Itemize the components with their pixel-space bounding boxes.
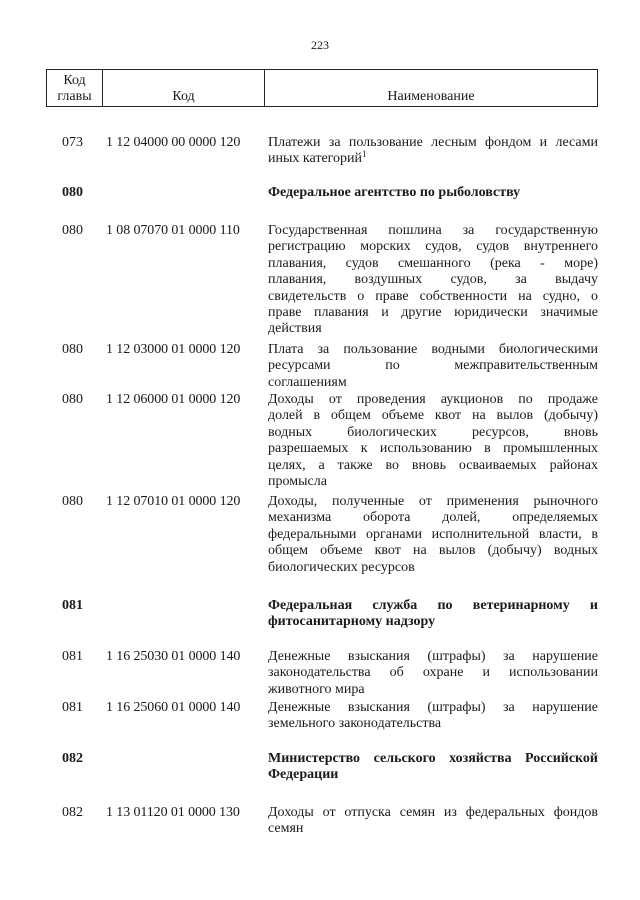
table-header [46, 69, 598, 107]
name-line: Платежи за пользование лесным фондом и лесами [268, 135, 598, 150]
name-line: Денежные взыскания (штрафы) за нарушение [268, 700, 598, 715]
name-cell [268, 598, 598, 631]
name-cell [268, 649, 598, 698]
name-line: иных категорий$^1$ [268, 149, 367, 167]
name-line: механизма оборота долей, определяемых [268, 510, 598, 526]
name-line: Плата за пользование водными биологическими [268, 342, 598, 357]
name-cell [268, 751, 598, 784]
name-line: законодательства об охране и использовании [268, 665, 598, 681]
name-line: праве плавания и другие юридически значимые [268, 305, 598, 321]
name-line: Доходы от проведения аукционов по продаже [268, 392, 598, 407]
name-line: промысла [268, 474, 327, 490]
name-line: ресурсами по межправительственным [268, 358, 598, 374]
code-cell: 1 08 07070 01 0000 110 [106, 223, 240, 238]
page-number: 223 [311, 38, 329, 52]
chapter-code-cell: 080 [62, 223, 83, 238]
header-code-label: Код [172, 89, 195, 104]
name-line: соглашениям [268, 374, 347, 390]
code-cell: 1 16 25030 01 0000 140 [106, 649, 241, 664]
name-cell [268, 342, 598, 391]
chapter-code-cell: 081 [62, 598, 83, 613]
name-line: плавания, воздушных судов, за выдачу [268, 272, 598, 288]
code-cell: 1 13 01120 01 0000 130 [106, 805, 240, 820]
code-cell: 1 12 07010 01 0000 120 [106, 494, 241, 509]
header-name-label: Наименование [387, 89, 475, 104]
name-line: Доходы от отпуска семян из федеральных фондов [268, 805, 598, 820]
chapter-code-cell: 081 [62, 649, 83, 664]
name-line: Государственная пошлина за государственную [268, 223, 598, 238]
name-cell [268, 700, 598, 733]
name-cell [268, 805, 598, 838]
name-line: водных биологических ресурсов, вновь [268, 424, 598, 440]
chapter-code-cell: 080 [62, 392, 83, 407]
header-chapter-code-label: Код главы [57, 73, 92, 104]
name-line: животного мира [268, 681, 365, 697]
name-cell [268, 494, 598, 576]
name-cell [268, 223, 598, 338]
name-line: Министерство сельского хозяйства Российской [268, 751, 598, 766]
chapter-code-cell: 073 [62, 135, 83, 150]
name-line: Федеральная служба по ветеринарному и [268, 598, 598, 613]
chapter-code-cell: 082 [62, 805, 83, 820]
name-line: федеральными органами исполнительной власти, в [268, 526, 598, 542]
name-line: целях, а также во вновь осваиваемых районах [268, 457, 598, 473]
name-line: плавания, судов смешанного (река - море) [268, 255, 598, 271]
name-line: фитосанитарному надзору [268, 614, 436, 630]
name-line: Федерации [268, 767, 339, 783]
chapter-code-cell: 080 [62, 185, 83, 200]
name-line: долей в общем объеме квот на вылов (добычу) [268, 408, 598, 424]
footnote-marker: 1 [362, 149, 367, 160]
chapter-code-cell: 080 [62, 342, 83, 357]
code-cell: 1 12 03000 01 0000 120 [106, 342, 241, 357]
name-line: свидетельств о праве собственности на судно, о [268, 288, 598, 304]
code-cell: 1 12 06000 01 0000 120 [106, 392, 241, 407]
name-line: общем объеме квот на вылов (добычу) водных [268, 543, 598, 559]
header-chapter-code [47, 70, 103, 106]
name-cell [268, 135, 598, 168]
name-line: действия [268, 321, 322, 337]
name-line: регистрацию морских судов, судов внутреннего [268, 239, 598, 255]
code-cell: 1 12 04000 00 0000 120 [106, 135, 241, 150]
name-cell [268, 392, 598, 490]
name-line: Денежные взыскания (штрафы) за нарушение [268, 649, 598, 664]
name-line: земельного законодательства [268, 716, 442, 732]
chapter-code-cell: 082 [62, 751, 83, 766]
name-line: биологических ресурсов [268, 559, 415, 575]
chapter-code-cell: 080 [62, 494, 83, 509]
header-code [103, 70, 265, 106]
name-line: Доходы, полученные от применения рыночного [268, 494, 598, 509]
name-line: разрешаемых к использованию в промышленных [268, 441, 598, 457]
name-line: семян [268, 821, 304, 837]
header-name [265, 70, 597, 106]
code-cell: 1 16 25060 01 0000 140 [106, 700, 241, 715]
chapter-code-cell: 081 [62, 700, 83, 715]
name-cell [268, 185, 598, 201]
name-line: Федеральное агентство по рыболовству [268, 185, 521, 200]
